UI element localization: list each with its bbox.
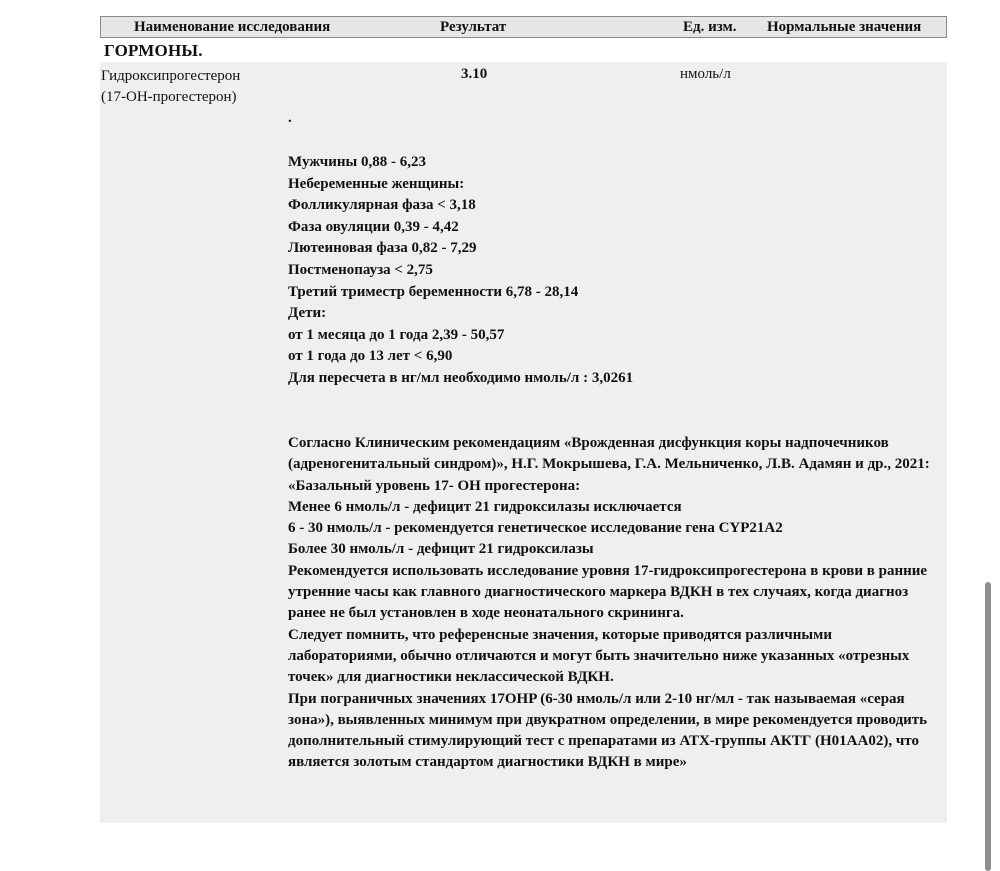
test-name-line2: (17-ОН-прогестерон) [101, 89, 237, 105]
reference-line: Третий триместр беременности 6,78 - 28,14 [288, 283, 579, 300]
reference-dot: . [288, 110, 292, 126]
vertical-scrollbar[interactable] [985, 582, 991, 871]
test-value: 3.10 [461, 66, 488, 82]
recommendation-paragraph: Рекомендуется использовать исследование уровня 17-гидроксипрогестерона в крови в ранние утренние часы как главного диагностического маркера ВДКН в тех случаях, когда диагноз ранее не был установлен в ходе неонатального скрининга. [288, 562, 928, 622]
table-header [100, 16, 947, 38]
recommendation-paragraph: Согласно Клиническим рекомендациям «Врожденная дисфункция коры надпочечников (адреногенитальный синдром)», Н.Г. Мокрышева, Г.А. Мельниченко, Л.В. Адамян и др., 2021: [288, 435, 930, 473]
reference-line: Постменопауза < 2,75 [288, 261, 433, 278]
reference-line: Фаза овуляции 0,39 - 4,42 [288, 218, 459, 235]
test-unit: нмоль/л [680, 66, 731, 82]
recommendation-paragraph: Менее 6 нмоль/л - дефицит 21 гидроксилазы исключается [288, 498, 682, 515]
reference-line: Лютеиновая фаза 0,82 - 7,29 [288, 240, 477, 257]
reference-values [288, 152, 633, 390]
section-title: ГОРМОНЫ. [104, 41, 203, 60]
reference-line: от 1 года до 13 лет < 6,90 [288, 348, 453, 365]
test-name [101, 66, 240, 108]
header-norm: Нормальные значения [767, 19, 922, 35]
header-unit: Ед. изм. [683, 19, 737, 35]
reference-line: Мужчины 0,88 - 6,23 [288, 154, 426, 170]
clinical-recommendation [288, 433, 940, 774]
result-row [100, 62, 947, 823]
recommendation-paragraph: «Базальный уровень 17- ОН прогестерона: [288, 477, 581, 494]
reference-line: Небеременные женщины: [288, 175, 465, 192]
reference-line: Фолликулярная фаза < 3,18 [288, 197, 476, 214]
recommendation-paragraph: При пограничных значениях 17OHP (6-30 нмоль/л или 2-10 нг/мл - так называемая «серая зона»), выявленных минимум при двукратном определении, в мире рекомендуется проводить дополнительный стимулирующий тест с препаратами из АТХ-группы АКТГ (H01AA02), что является золотым стандартом диагностики ВДКН в мире» [288, 690, 928, 771]
header-result: Результат [440, 19, 507, 35]
reference-line: Дети: [288, 305, 327, 322]
reference-line: Для пересчета в нг/мл необходимо нмоль/л : 3,0261 [288, 369, 634, 386]
header-test-name: Наименование исследования [134, 19, 331, 35]
test-name-line1: Гидроксипрогестерон [101, 68, 241, 84]
recommendation-paragraph: Следует помнить, что референсные значения, которые приводятся различными лабораториями, обычно отличаются и могут быть значительно ниже указанных «отрезных точек» для диагностики неклассической ВДКН. [288, 626, 910, 686]
recommendation-paragraph: 6 - 30 нмоль/л - рекомендуется генетическое исследование гена CYP21A2 [288, 520, 783, 537]
recommendation-paragraph: Более 30 нмоль/л - дефицит 21 гидроксилазы [288, 541, 594, 558]
reference-line: от 1 месяца до 1 года 2,39 - 50,57 [288, 326, 505, 343]
